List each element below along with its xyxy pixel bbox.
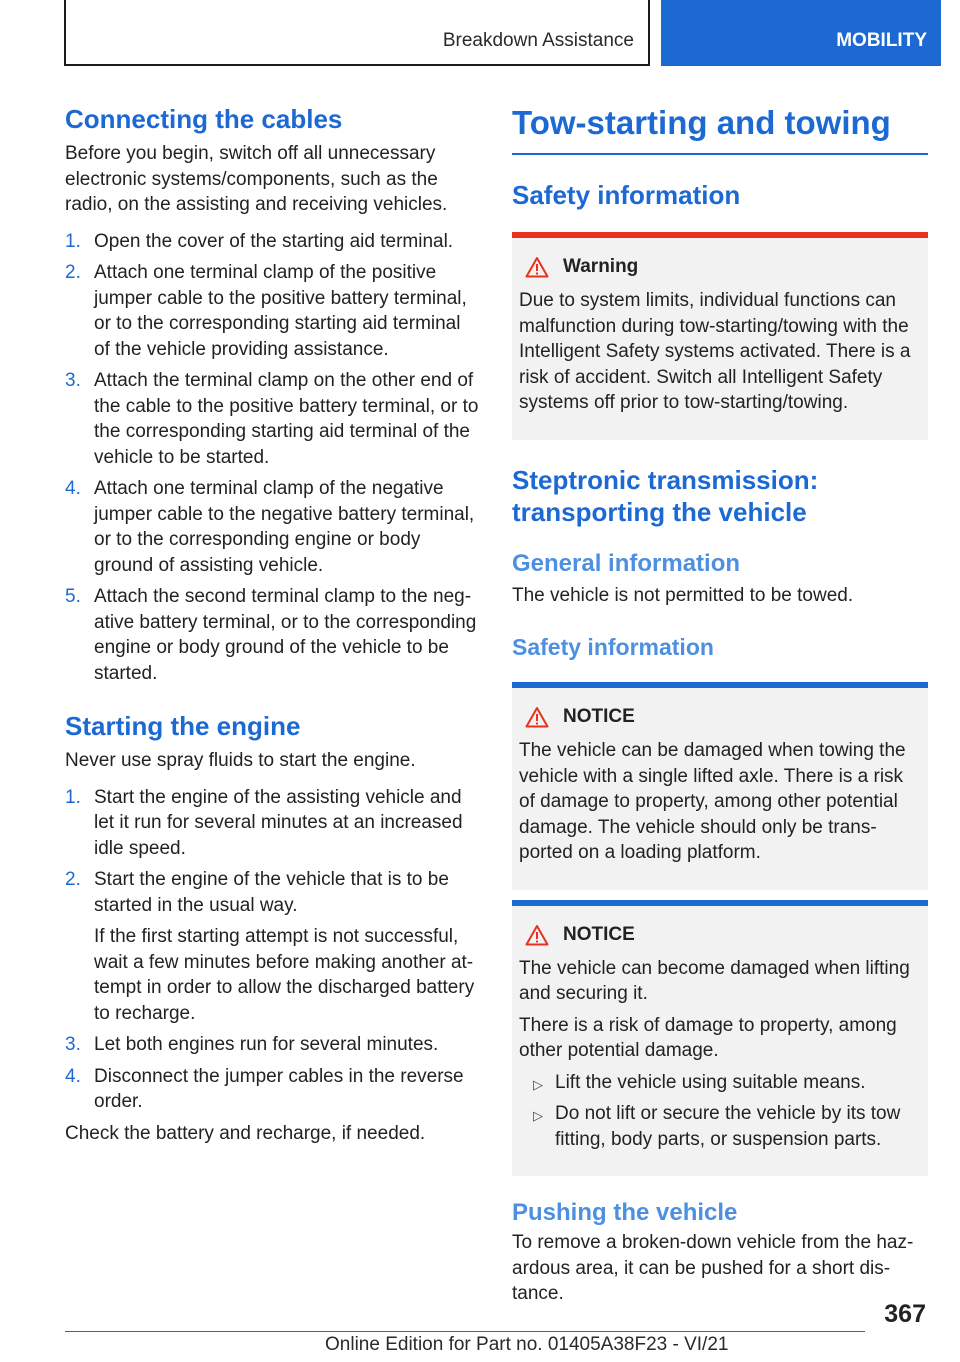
heading-underline <box>512 153 928 155</box>
cables-steps-list <box>65 229 480 687</box>
heading-general-information: General information <box>512 549 741 577</box>
warning-title: Warning <box>525 254 920 280</box>
notice-triangle-icon <box>525 924 549 946</box>
heading-safety-information-2: Safety information <box>512 634 714 660</box>
header-chapter-box <box>661 0 941 66</box>
list-item: 2. Attach one terminal clamp of the positive jumper cable to the positive battery terminal, or to the corresponding starting aid terminal of the vehicle providing assistance. <box>65 262 467 360</box>
header-chapter-title: MOBILITY <box>836 30 927 51</box>
warning-box <box>512 232 928 440</box>
notice-box-lifting <box>512 900 928 1177</box>
list-item: ▷ Lift the vehicle using suitable means. <box>533 1070 920 1096</box>
footer-edition: Online Edition for Part no. 01405A38F23 - VI/21 <box>325 1334 729 1355</box>
heading-starting-engine: Starting the engine <box>65 711 301 741</box>
list-item: 4. Disconnect the jumper cables in the reverse order. <box>65 1065 464 1112</box>
warning-text: Due to system limits, individual functions can malfunction during tow-starting/towing with the Intelligent Safety systems activated. There is a risk of accident. Switch all Intelligent Safety systems off prior to tow-starting/towing. <box>519 290 911 413</box>
header-section-title: Breakdown Assistance <box>442 30 634 51</box>
list-item: 1. Open the cover of the starting aid terminal. <box>65 230 454 252</box>
header-section-box <box>64 0 650 66</box>
notice-triangle-icon <box>525 706 549 728</box>
heading-connecting-cables: Connecting the cables <box>65 104 343 134</box>
notice-bullet-list <box>519 1070 920 1153</box>
notice-box-towing <box>512 682 928 890</box>
notice-title: NOTICE <box>525 922 920 948</box>
list-item: 4. Attach one terminal clamp of the negative jumper cable to the negative battery terminal, or to the corresponding engine or body ground of assisting vehicle. <box>65 478 475 576</box>
list-item: 3. Attach the terminal clamp on the other end of the cable to the positive battery terminal, or to the corresponding starting aid terminal of the vehicle to be started. <box>65 370 479 468</box>
paragraph-check-battery: Check the battery and recharge, if needed. <box>65 1122 426 1144</box>
notice-title: NOTICE <box>525 704 920 730</box>
heading-tow-starting: Tow-starting and towing <box>512 104 891 141</box>
list-item: 2. Start the engine of the vehicle that is to be started in the usual way. If the first starting attempt is not successful, wait a few minutes before making another at‐tempt in order to allow the discharged battery to recharge. <box>65 867 480 1026</box>
list-item: 3. Let both engines run for several minutes. <box>65 1034 439 1055</box>
footer-rule <box>65 1331 865 1332</box>
heading-safety-information: Safety information <box>512 180 741 210</box>
notice-text: There is a risk of damage to property, among other potential damage. <box>519 1014 897 1061</box>
page-number: 367 <box>884 1300 926 1328</box>
paragraph-engine-intro: Never use spray fluids to start the engine. <box>65 750 416 771</box>
bullet-triangle-icon: ▷ <box>533 1108 543 1123</box>
notice-text: The vehicle can become damaged when lifting and securing it. <box>519 957 910 1004</box>
list-item: ▷ Do not lift or secure the vehicle by its tow fitting, body parts, or suspension parts. <box>533 1103 901 1150</box>
list-item: 5. Attach the second terminal clamp to the neg‐ative battery terminal, or to the corresponding engine or body ground of the vehicle to be started. <box>65 586 477 684</box>
right-column <box>512 103 928 1307</box>
list-item-note: If the first starting attempt is not successful, wait a few minutes before making another at‐tempt in order to allow the discharged battery to recharge. <box>94 926 475 1024</box>
left-column <box>65 103 480 1146</box>
paragraph-pushing: To remove a broken-down vehicle from the haz‐ardous area, it can be pushed for a short dis‐tance. <box>512 1232 914 1304</box>
bullet-triangle-icon: ▷ <box>533 1076 543 1092</box>
heading-steptronic: Steptronic transmission: transporting the vehicle <box>512 464 819 527</box>
notice-text: The vehicle can be damaged when towing the vehicle with a single lifted axle. There is a risk of damage to property, among other potential damage. The vehicle should only be trans‐ported on a loading platform. <box>519 740 906 863</box>
list-item: 1. Start the engine of the assisting vehicle and let it run for several minutes at an increased idle speed. <box>65 786 463 859</box>
engine-steps-list <box>65 785 480 1115</box>
heading-pushing-vehicle: Pushing the vehicle <box>512 1199 738 1226</box>
paragraph-general: The vehicle is not permitted to be towed. <box>512 584 854 606</box>
paragraph-cables-intro: Before you begin, switch off all unnecessary electronic systems/components, such as the radio, on the assisting and receiving vehicles. <box>65 143 448 215</box>
warning-triangle-icon <box>525 256 549 278</box>
